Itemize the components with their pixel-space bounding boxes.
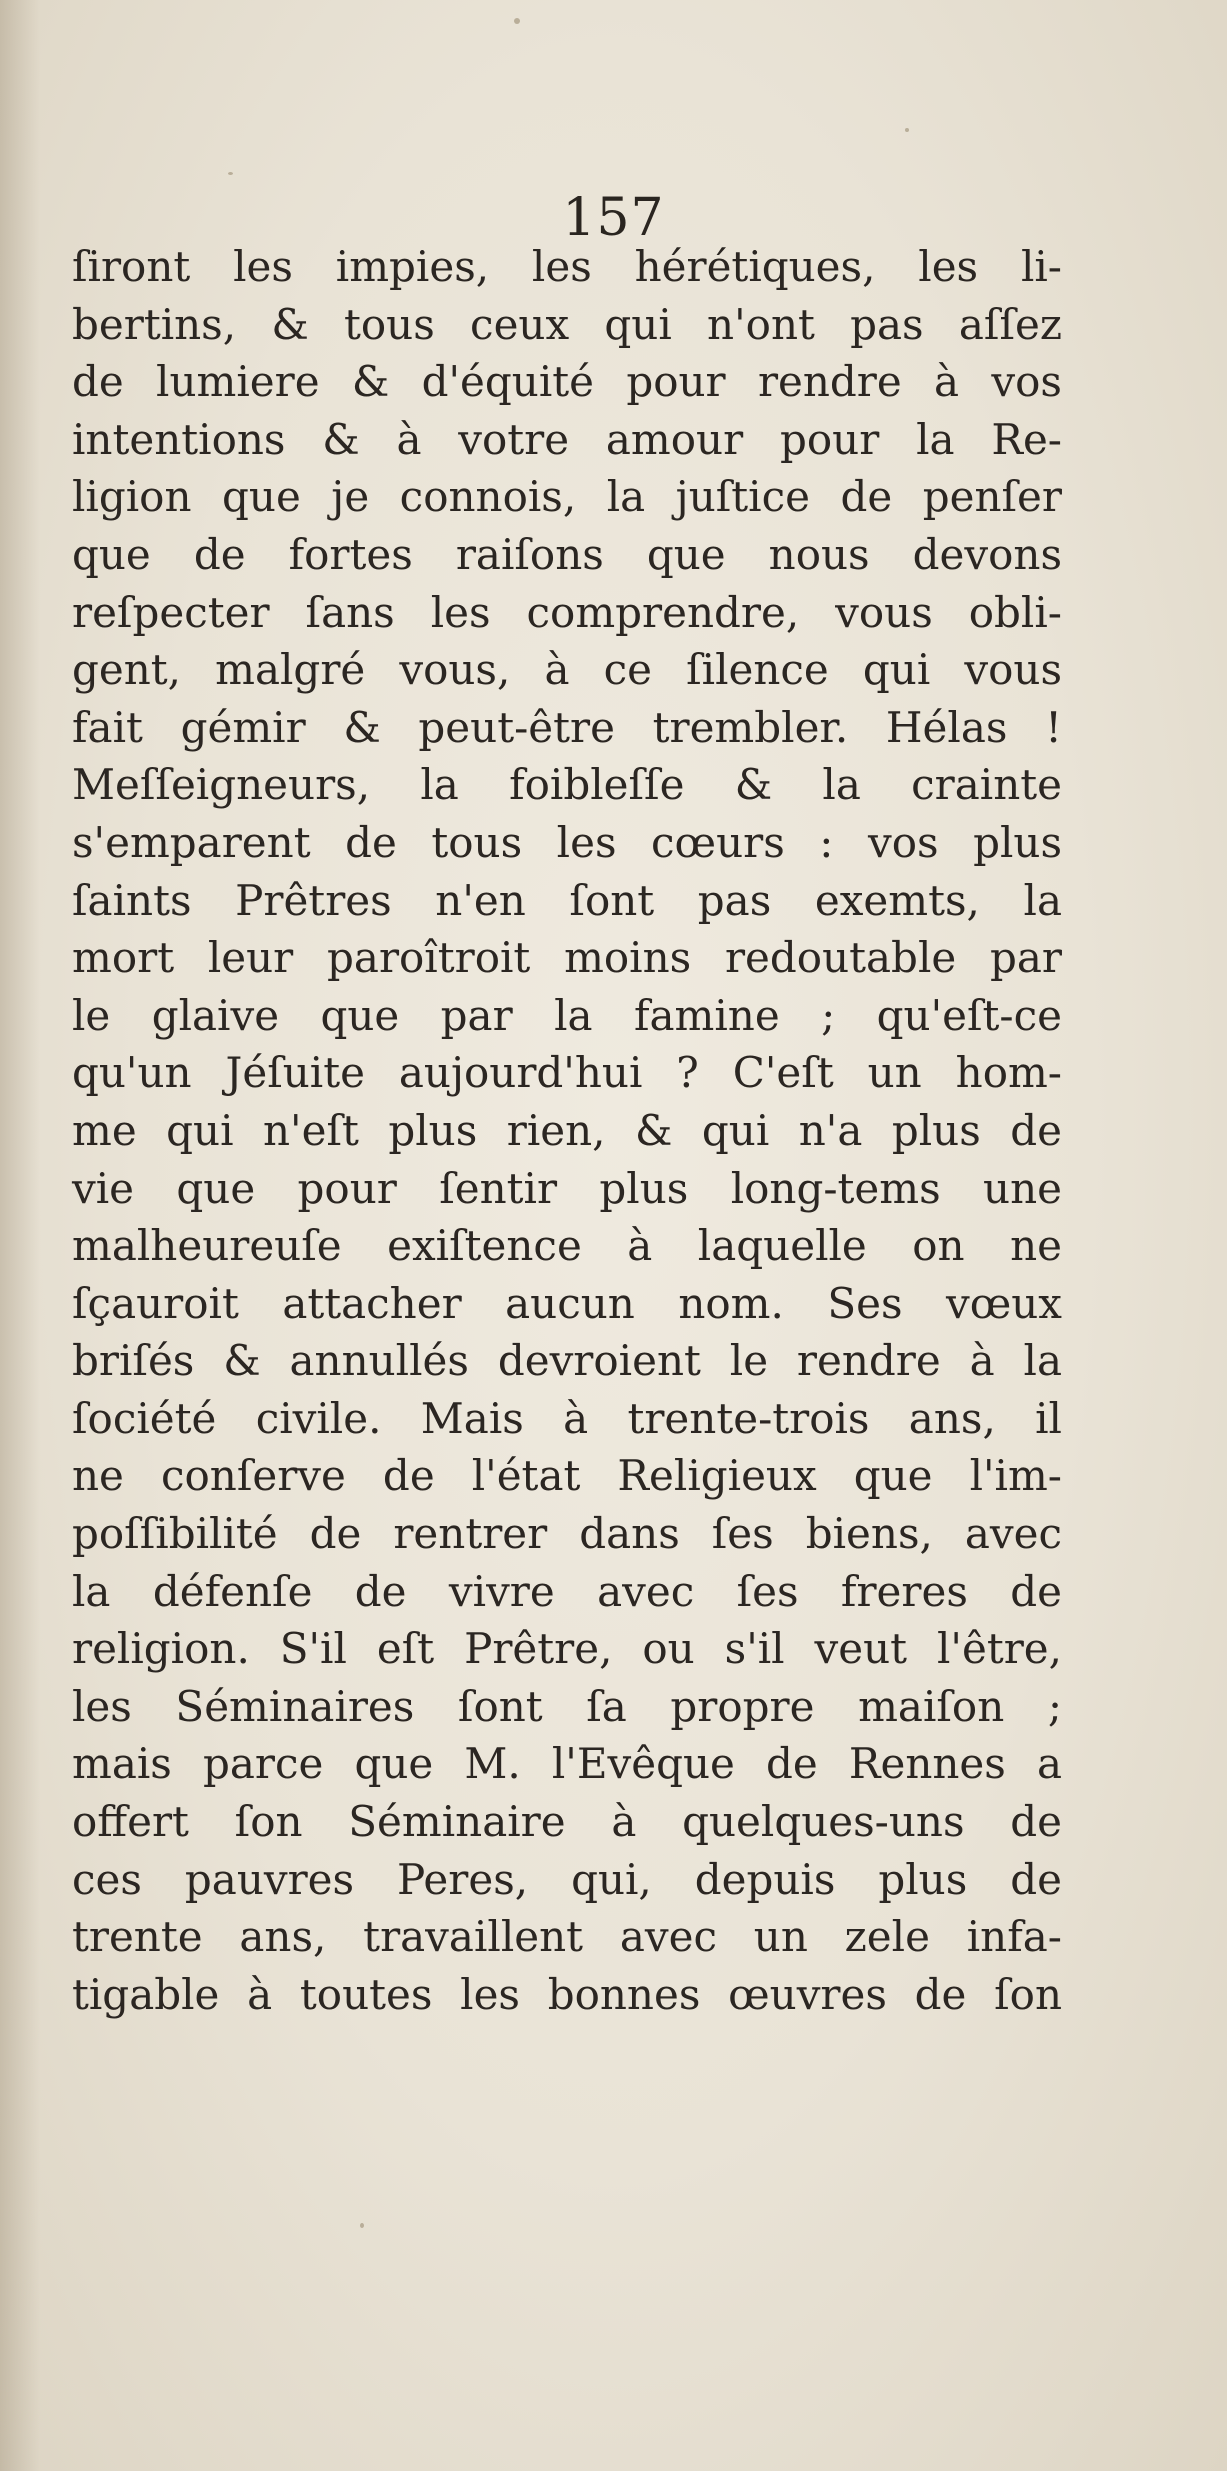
text-line: la défenſe de vivre avec ſes freres de [72, 1566, 1062, 1616]
text-line: les Séminaires ſont ſa propre maiſon ; [72, 1681, 1062, 1731]
text-line: le glaive que par la famine ; qu'eſt-ce [72, 990, 1062, 1040]
page-number: 157 [562, 188, 665, 248]
paper-speck [514, 18, 520, 24]
paper-speck [905, 128, 909, 132]
text-line: tigable à toutes les bonnes œuvres de ſon [72, 1969, 1062, 2019]
text-line: bertins, & tous ceux qui n'ont pas aſſez [72, 299, 1062, 349]
text-line: gent, malgré vous, à ce ſilence qui vous [72, 645, 1062, 695]
paper-speck [360, 2223, 364, 2228]
text-line: qu'un Jéſuite aujourd'hui ? C'eſt un hom- [72, 1048, 1062, 1098]
page-fold-shadow [0, 0, 40, 2471]
text-line: offert ſon Séminaire à quelques-uns de [72, 1797, 1062, 1847]
text-line: ſçauroit attacher aucun nom. Ses vœux [72, 1278, 1062, 1328]
text-line: mort leur paroîtroit moins redoutable par [72, 933, 1062, 983]
text-line: me qui n'eſt plus rien, & qui n'a plus de [72, 1105, 1062, 1155]
text-line: de lumiere & d'équité pour rendre à vos [72, 357, 1062, 407]
text-line: malheureuſe exiſtence à laquelle on ne [72, 1221, 1062, 1271]
text-line: reſpecter ſans les comprendre, vous obli- [72, 587, 1062, 637]
text-line: religion. S'il eſt Prêtre, ou s'il veut l'être, [72, 1624, 1062, 1674]
text-line: mais parce que M. l'Evêque de Rennes a [72, 1739, 1062, 1789]
text-line: ne conſerve de l'état Religieux que l'im- [72, 1451, 1062, 1501]
text-line: vie que pour ſentir plus long-tems une [72, 1163, 1062, 1213]
text-line: trente ans, travaillent avec un zele infa- [72, 1912, 1062, 1962]
text-line: briſés & annullés devroient le rendre à la [72, 1336, 1062, 1386]
paper-speck [228, 172, 233, 175]
text-line: Meſſeigneurs, la foibleſſe & la crainte [72, 760, 1062, 810]
text-line: ſociété civile. Mais à trente-trois ans, il [72, 1393, 1062, 1443]
text-line: fait gémir & peut-être trembler. Hélas ! [72, 702, 1062, 752]
text-line: ces pauvres Peres, qui, depuis plus de [72, 1854, 1062, 1904]
text-line: que de fortes raiſons que nous devons [72, 529, 1062, 579]
text-line: poſſibilité de rentrer dans ſes biens, avec [72, 1509, 1062, 1559]
text-line: ſiront les impies, les hérétiques, les li- [72, 242, 1062, 291]
text-line: s'emparent de tous les cœurs : vos plus [72, 817, 1062, 867]
text-line: intentions & à votre amour pour la Re- [72, 414, 1062, 464]
body-text [72, 238, 1062, 2023]
text-line: ſaints Prêtres n'en ſont pas exemts, la [72, 875, 1062, 925]
text-line: ligion que je connois, la juſtice de penſer [72, 472, 1062, 522]
